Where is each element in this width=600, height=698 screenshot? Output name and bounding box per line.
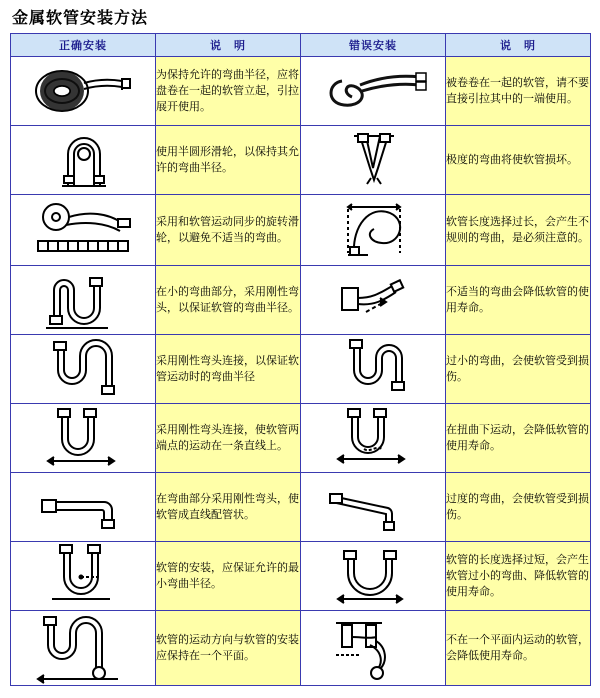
row-description: 不在一个平面内运动的软管，会降低使用寿命。 — [446, 611, 591, 686]
long-hose-loop-icon — [301, 195, 446, 266]
table-row — [11, 611, 591, 686]
row-description: 极度的弯曲将使软管损坏。 — [446, 126, 591, 195]
table-row — [11, 335, 591, 404]
different-plane-motion-icon — [301, 611, 446, 686]
coiled-hose-icon — [11, 57, 156, 126]
row-description: 软管的长度选择过短，会产生软管过小的弯曲、降低软管的使用寿命。 — [446, 542, 591, 611]
row-description: 在小的弯曲部分，采用刚性弯头，以保证软管的弯曲半径。 — [156, 266, 301, 335]
table-row — [11, 126, 591, 195]
over-bent-pipe-icon — [301, 473, 446, 542]
same-plane-motion-icon — [11, 611, 156, 686]
semicircular-pulley-icon — [11, 126, 156, 195]
page-title: 金属软管安装方法 — [12, 8, 149, 27]
rigid-elbow-u-bend-icon — [11, 335, 156, 404]
sharp-bend-icon — [301, 126, 446, 195]
table-row — [11, 57, 591, 126]
improper-bend-icon — [301, 266, 446, 335]
u-shape-straight-ends-icon — [11, 404, 156, 473]
too-long-hose-icon — [301, 542, 446, 611]
row-description: 软管的运动方向与软管的安装应保持在一个平面。 — [156, 611, 301, 686]
column-header-correct-desc: 说 明 — [156, 34, 301, 57]
too-small-bend-icon — [301, 335, 446, 404]
table-row — [11, 195, 591, 266]
column-header-wrong-install: 错误安装 — [301, 34, 446, 57]
coiled-hose-pulled-icon — [301, 57, 446, 126]
row-description: 使用半圆形滑轮，以保持其允许的弯曲半径。 — [156, 126, 301, 195]
row-description: 在弯曲部分采用刚性弯头，使软管成直线配管状。 — [156, 473, 301, 542]
row-description: 不适当的弯曲会降低软管的使用寿命。 — [446, 266, 591, 335]
table-row — [11, 542, 591, 611]
column-header-wrong-desc: 说 明 — [446, 34, 591, 57]
table-header-row — [11, 34, 591, 57]
row-description: 采用和软管运动同步的旋转滑轮，以避免不适当的弯曲。 — [156, 195, 301, 266]
row-description: 软管长度选择过长，会产生不规则的弯曲，是必须注意的。 — [446, 195, 591, 266]
row-description: 采用刚性弯头连接，以保证软管运动时的弯曲半径 — [156, 335, 301, 404]
rotating-pulley-chain-icon — [11, 195, 156, 266]
table-row — [11, 266, 591, 335]
straight-pipe-elbow-icon — [11, 473, 156, 542]
min-bend-radius-u-icon — [11, 542, 156, 611]
row-description: 过度的弯曲，会使软管受到损伤。 — [446, 473, 591, 542]
row-description: 被卷卷在一起的软管，请不要直接引拉其中的一端使用。 — [446, 57, 591, 126]
hose-installation-table — [10, 33, 591, 686]
row-description: 软管的安装，应保证允许的最小弯曲半径。 — [156, 542, 301, 611]
table-row — [11, 404, 591, 473]
twisted-u-bend-icon — [301, 404, 446, 473]
row-description: 采用刚性弯头连接，使软管两端点的运动在一条直线上。 — [156, 404, 301, 473]
rigid-elbow-small-bend-icon — [11, 266, 156, 335]
row-description: 为保持允许的弯曲半径，应将盘卷在一起的软管立起，引拉展开使用。 — [156, 57, 301, 126]
column-header-correct-install: 正确安装 — [11, 34, 156, 57]
table-row — [11, 473, 591, 542]
row-description: 在扭曲下运动，会降低软管的使用寿命。 — [446, 404, 591, 473]
row-description: 过小的弯曲，会使软管受到损伤。 — [446, 335, 591, 404]
